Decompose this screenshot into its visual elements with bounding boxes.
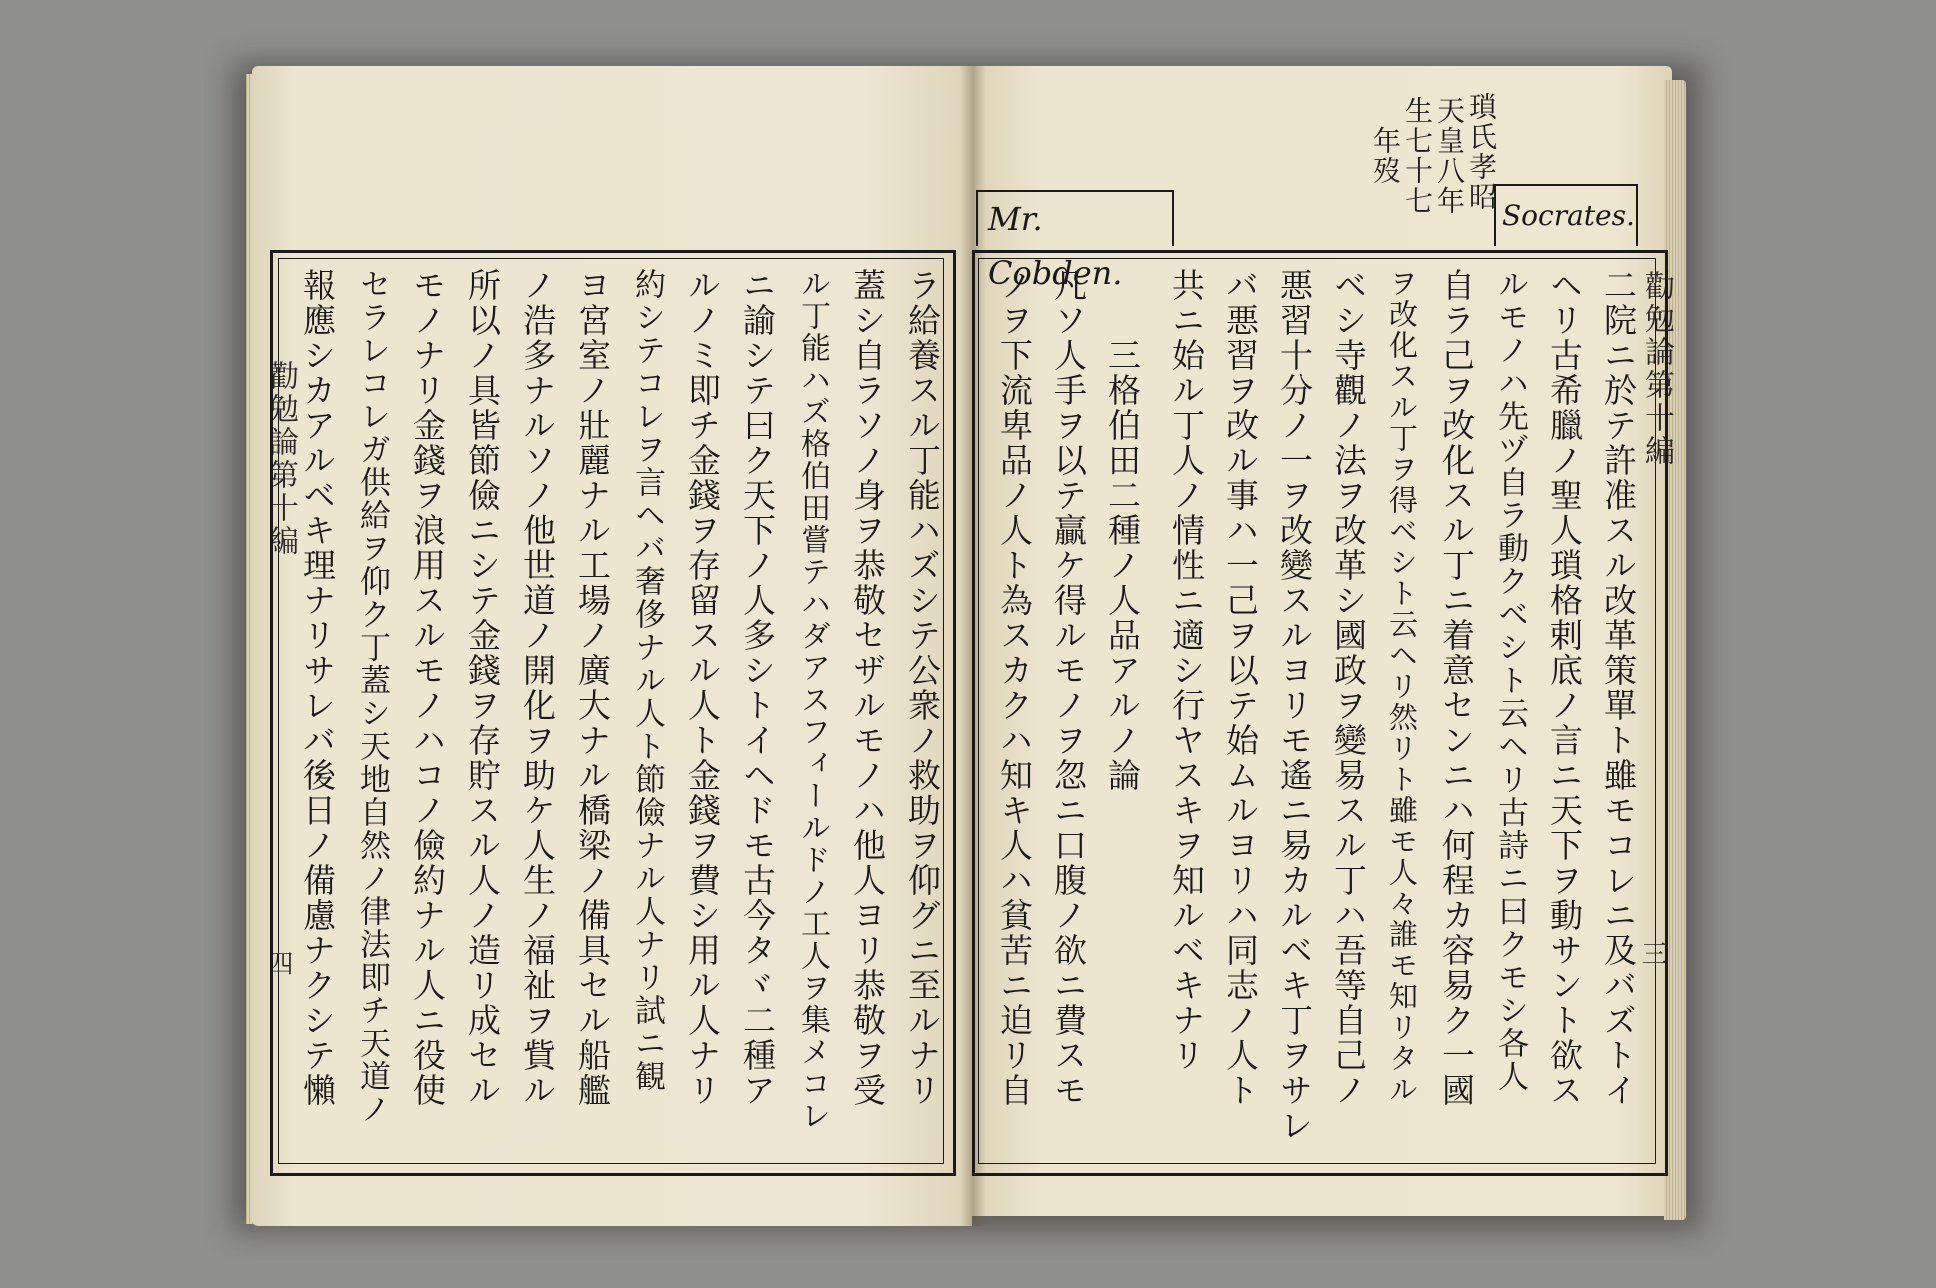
socrates-label xyxy=(1494,184,1638,246)
right-section-heading: 三格伯田二種ノ人品アルノ論 xyxy=(1103,338,1142,793)
right-page-number: 三 xyxy=(1637,940,1667,966)
right-column-9: 共ニ始ル丁人ノ情性ニ適シ行ヤスキヲ知ルベキナリ xyxy=(1167,268,1206,1073)
note-column-3: 生七十七 xyxy=(1401,96,1434,216)
right-column-12: ノヲ下流卑品ノ人ト為スカクハ知キ人ハ貧苦ニ迫リ自 xyxy=(995,268,1034,1108)
right-column-2: ヘリ古希臘ノ聖人瑣格剌底ノ言ニ天下ヲ動サント欲ス xyxy=(1545,268,1584,1108)
left-column-10: モノナリ金錢ヲ浪用スルモノハコノ儉約ナル人ニ役使 xyxy=(408,268,447,1108)
right-column-8: バ悪習ヲ改ル事ハ一己ヲ以テ始ムルヨリハ同志ノ人ト xyxy=(1221,268,1260,1108)
note-column-1: 瑣氏孝昭 xyxy=(1465,92,1498,212)
socrates-label-text: Socrates. xyxy=(1502,199,1635,232)
left-column-11: セラレコレガ供給ヲ仰ク丁蓋シ天地自然ノ律法即チ天道ノ xyxy=(354,268,390,1126)
left-column-12: 報應シカアルベキ理ナリサレバ後日ノ備慮ナクシテ懶 xyxy=(298,268,337,1108)
cobden-label xyxy=(976,190,1174,292)
note-column-4: 年歿 xyxy=(1369,126,1402,186)
left-column-9: 所以ノ具皆節儉ニシテ金錢ヲ存貯スル人ノ造リ成セル xyxy=(463,268,502,1108)
left-column-8: ノ浩多ナルソノ他世道ノ開化ヲ助ケ人生ノ福祉ヲ貲ル xyxy=(518,268,557,1108)
cobden-label-text: Mr. Cobden. xyxy=(988,200,1123,292)
left-margin-title: 勸勉論第十編 xyxy=(263,360,298,558)
right-margin-title: 勸勉論第十編 xyxy=(1639,270,1674,468)
right-column-6: ベシ寺觀ノ法ヲ改革シ國政ヲ變易スル丁ハ吾等自己ノ xyxy=(1329,268,1368,1108)
right-column-3: ルモノハ先ヅ自ラ動クベシト云ヘリ古詩ニ曰クモシ各人 xyxy=(1492,268,1528,1093)
left-column-3: ル丁能ハズ格伯田嘗テハダアスフィールドノ工人ヲ集メコレ xyxy=(795,268,830,1132)
left-column-6: 約シテコレヲ言ヘバ奢侈ナル人ト節儉ナル人ナリ試ニ観 xyxy=(629,268,665,1093)
right-column-11: 凡ソ人手ヲ以テ贏ケ得ルモノヲ忽ニ口腹ノ欲ニ費スモ xyxy=(1049,268,1088,1108)
left-column-2: 蓋シ自ラソノ身ヲ恭敬セザルモノハ他人ヨリ恭敬ヲ受 xyxy=(848,268,887,1108)
left-page-number: 四 xyxy=(263,950,293,976)
note-column-2: 天皇八年 xyxy=(1433,96,1466,216)
left-column-7: ヨ宮室ノ壯麗ナル工場ノ廣大ナル橋梁ノ備具セル船艦 xyxy=(573,268,612,1108)
right-column-5: ヲ改化スル丁ヲ得ベシト云ヘリ然リト雖モ人々誰モ知リタル xyxy=(1385,268,1419,1105)
right-column-1: 二院ニ於テ許准スル改革策單ト雖モコレニ及バズトイ xyxy=(1599,268,1638,1108)
left-column-5: ルノミ即チ金錢ヲ存留スル人ト金錢ヲ費シ用ル人ナリ xyxy=(683,268,722,1108)
right-column-4: 自ラ己ヲ改化スル丁ニ着意センニハ何程カ容易ク一國 xyxy=(1437,268,1476,1108)
left-column-1: ラ給養スル丁能ハズシテ公衆ノ救助ヲ仰グニ至ルナリ xyxy=(903,268,942,1108)
right-column-7: 悪習十分ノ一ヲ改變スルヨリモ遙ニ易カルベキ丁ヲサレ xyxy=(1275,268,1314,1143)
left-column-4: ニ諭シテ曰ク天下ノ人多シトイヘドモ古今タヾ二種ア xyxy=(738,268,777,1108)
